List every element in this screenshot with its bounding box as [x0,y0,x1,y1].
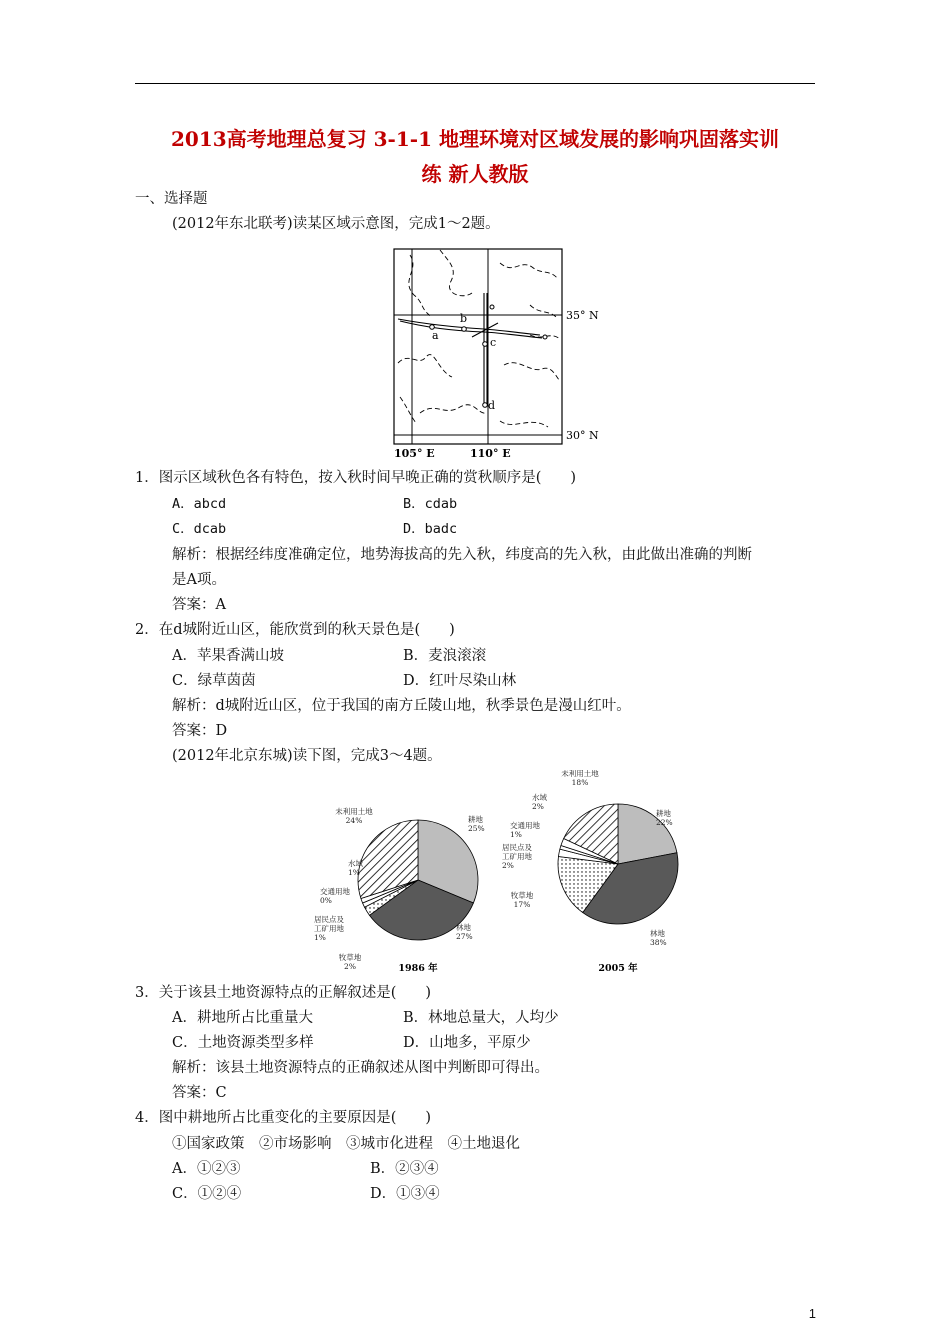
q2-option-d: D．红叶尽染山林 [403,673,517,689]
land-use-pie-charts [300,770,700,980]
pie-label-0-water: 水域 1% [348,859,363,877]
group1-intro: (2012年东北联考)读某区域示意图，完成1～2题。 [172,216,500,232]
q1-analysis-line2: 是A项。 [172,572,226,588]
region-map [380,245,610,460]
q3-option-c: C．土地资源类型多样 [172,1035,314,1051]
map-lat-30: 30° N [566,429,599,442]
q2-answer: 答案：D [172,723,228,739]
q1-option-b: B．cdab [403,496,458,512]
q1-option-a: A．abcd [172,496,227,512]
header-rule [135,83,815,84]
doc-title-line1: 2013高考地理总复习 3-1-1 地理环境对区域发展的影响巩固落实训 [171,127,779,151]
map-lon-110: 110° E [470,447,511,460]
q3-option-d: D．山地多，平原少 [403,1035,531,1051]
q4-option-b: B．②③④ [370,1161,439,1177]
q1-stem: 1．图示区域秋色各有特色，按入秋时间早晚正确的赏秋顺序是( ) [135,470,577,486]
pie-label-0-pasture: 牧草地 2% [338,953,362,971]
pie-label-1-forest: 林地 38% [650,929,667,947]
map-point-d: d [488,399,496,412]
pie-label-1-transport: 交通用地 1% [510,821,540,839]
section-heading: 一、选择题 [135,191,208,207]
q1-option-c: C．dcab [172,521,227,537]
q4-option-c: C．①②④ [172,1186,242,1202]
q4-stem: 4．图中耕地所占比重变化的主要原因是( ) [135,1110,432,1126]
q3-analysis: 解析：该县土地资源特点的正确叙述从图中判断即可得出。 [172,1060,549,1076]
map-lon-105: 105° E [394,447,435,460]
pie-label-0-forest: 林地 27% [456,923,473,941]
q4-option-a: A．①②③ [172,1161,241,1177]
q1-option-d: D．badc [403,521,458,537]
pie-title-1: 2005 年 [598,963,638,974]
q2-analysis: 解析：d城附近山区，位于我国的南方丘陵山地，秋季景色是漫山红叶。 [172,698,631,714]
pie-label-0-transport: 交通用地 0% [320,887,350,905]
map-point-c: c [490,336,497,349]
pie-1986 [358,820,478,940]
q2-option-c: C．绿草茵茵 [172,673,256,689]
pie-label-1-settlement-industrial: 居民点及工矿用地 2% [502,843,532,870]
map-point-a: a [432,329,439,342]
q1-analysis-line1: 解析：根据经纬度准确定位，地势海拔高的先入秋，纬度高的先入秋，由此做出准确的判断 [172,547,752,563]
q4-option-d: D．①③④ [370,1186,440,1202]
q3-option-b: B．林地总量大，人均少 [403,1010,559,1026]
doc-title-line2: 练 新人教版 [421,162,529,186]
pie-label-1-cropland: 耕地 22% [656,809,673,827]
pie-label-0-settlement-industrial: 居民点及工矿用地 1% [314,915,344,942]
map-lat-35: 35° N [566,309,599,322]
q3-stem: 3．关于该县土地资源特点的正解叙述是( ) [135,985,432,1001]
pie-label-1-unused: 未利用土地 18% [561,770,599,787]
q2-stem: 2．在d城附近山区，能欣赏到的秋天景色是( ) [135,622,455,638]
q4-items: ①国家政策 ②市场影响 ③城市化进程 ④土地退化 [172,1136,520,1152]
q3-option-a: A．耕地所占比重量大 [172,1010,313,1026]
q2-option-a: A．苹果香满山坡 [172,648,284,664]
q1-answer: 答案：A [172,597,226,613]
pie-label-0-cropland: 耕地 25% [468,815,485,833]
q3-answer: 答案：C [172,1085,227,1101]
q2-option-b: B．麦浪滚滚 [403,648,487,664]
pie-title-0: 1986 年 [398,963,438,974]
pie-label-1-water: 水域 2% [532,793,547,811]
pie-label-1-pasture: 牧草地 17% [510,891,534,909]
page-number: 1 [808,1306,816,1321]
group2-intro: (2012年北京东城)读下图，完成3～4题。 [172,748,442,764]
pie-label-0-unused: 未利用土地 24% [335,807,373,825]
map-point-b: b [460,312,468,325]
